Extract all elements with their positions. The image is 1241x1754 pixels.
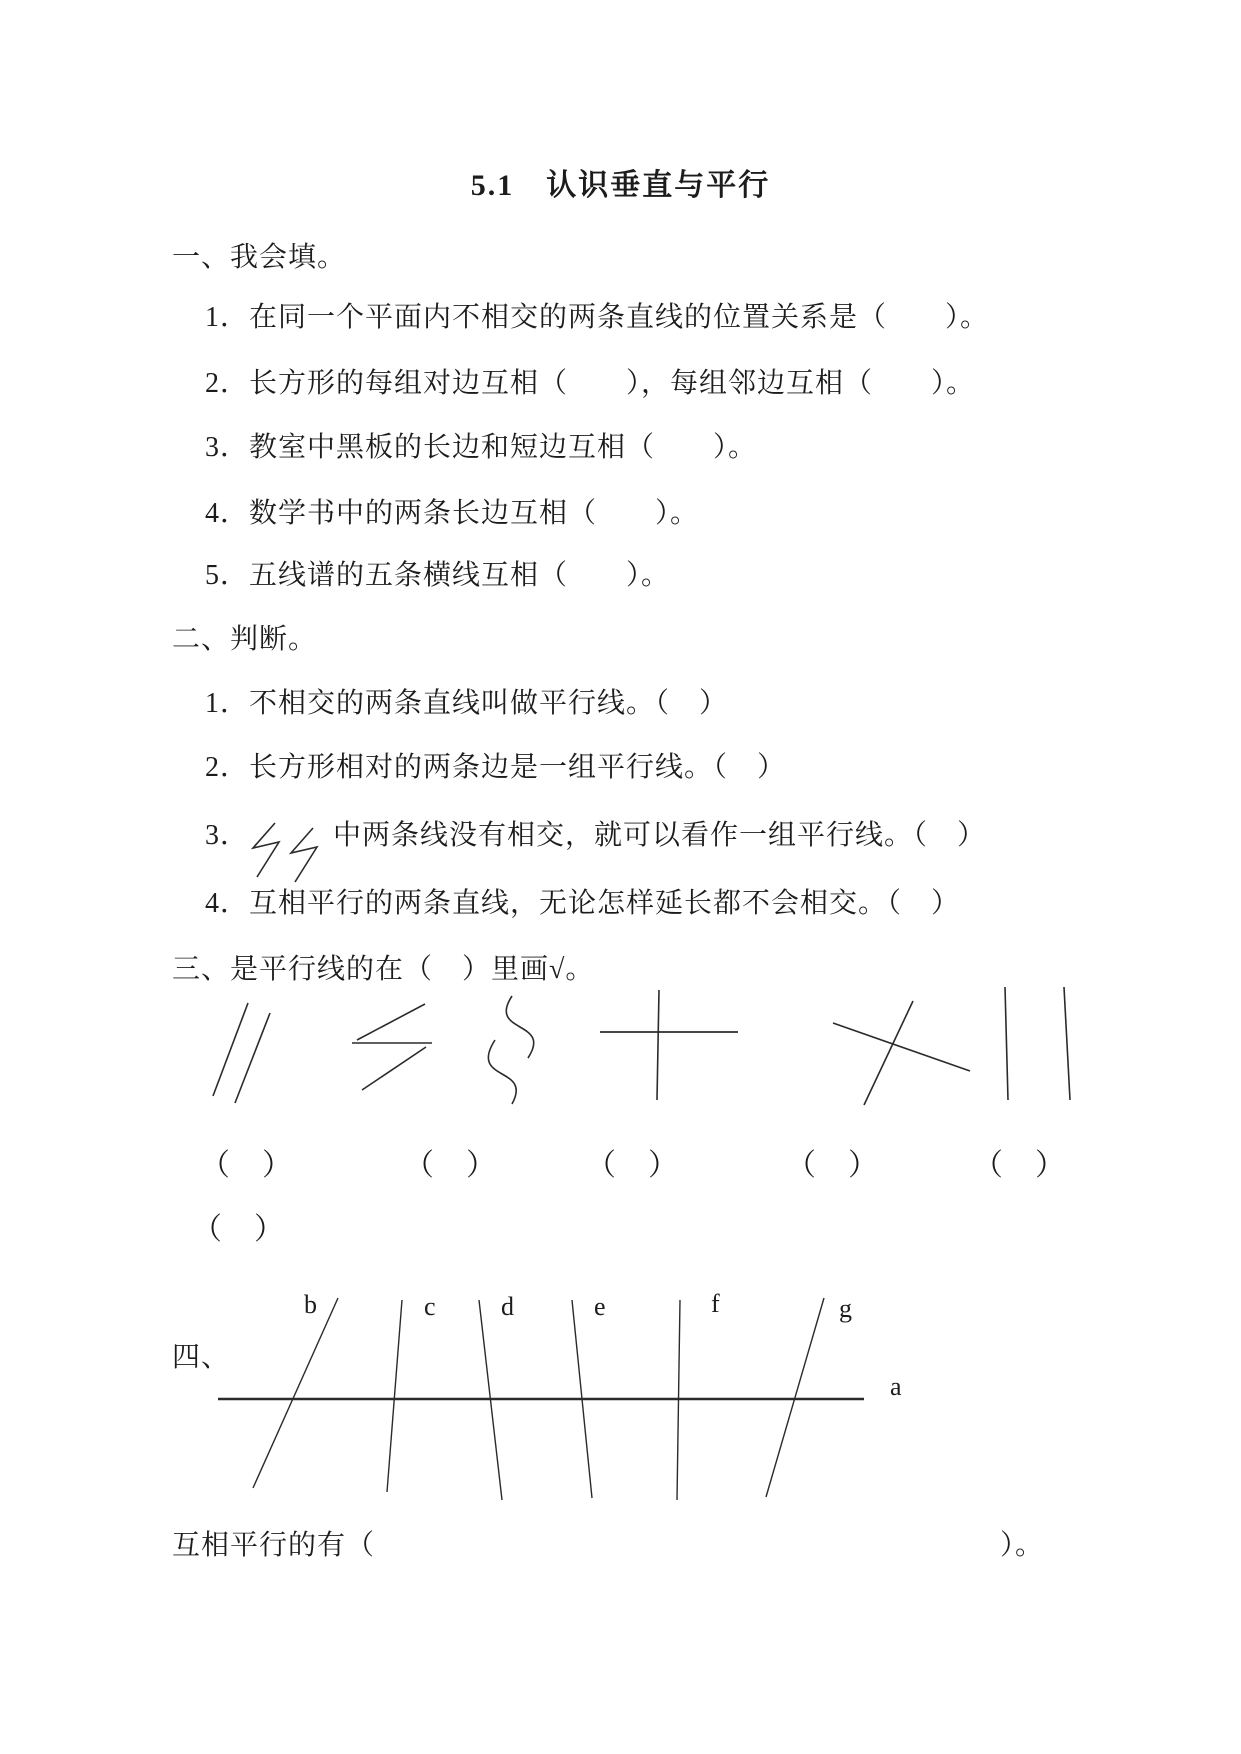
line-label-c: c xyxy=(424,1292,436,1321)
figure-parallel-slanted-lines xyxy=(195,995,285,1110)
section-three-heading: 三、是平行线的在（ ）里画√。 xyxy=(172,954,595,985)
judge-question-3 xyxy=(205,818,986,858)
parallel-answer-suffix: ）。 xyxy=(1000,1530,1045,1561)
question-number: 3． xyxy=(205,820,250,851)
line-label-e: e xyxy=(594,1292,606,1321)
page-title: 5.1 认识垂直与平行 xyxy=(470,169,771,202)
judge-question-2: 2．长方形相对的两条边是一组平行线。（ ） xyxy=(205,752,787,783)
answer-paren-5: （ ） xyxy=(973,1149,1066,1182)
fill-blank-question-3: 3．教室中黑板的长边和短边互相（ ）。 xyxy=(205,432,758,463)
question-text: 中两条线没有相交，就可以看作一组平行线。（ ） xyxy=(325,820,987,851)
zigzag-segment-icon xyxy=(287,826,321,884)
answer-paren-1: （ ） xyxy=(200,1149,293,1182)
fill-blank-question-5: 5．五线谱的五条横线互相（ ）。 xyxy=(205,560,671,591)
line-g xyxy=(766,1298,824,1497)
section-four-heading: 四、 xyxy=(172,1342,231,1373)
answer-paren-2: （ ） xyxy=(404,1149,497,1182)
section-one-heading: 一、我会填。 xyxy=(172,242,347,273)
figure-perpendicular-cross xyxy=(595,985,745,1105)
line-label-g: g xyxy=(839,1294,852,1323)
answer-paren-6: （ ） xyxy=(192,1213,285,1246)
answer-paren-4: （ ） xyxy=(786,1149,879,1182)
answer-paren-3: （ ） xyxy=(586,1149,679,1182)
fill-blank-question-1: 1．在同一个平面内不相交的两条直线的位置关系是（ ）。 xyxy=(205,302,990,333)
figure-curved-lines xyxy=(465,992,565,1107)
zigzag-segment-icon xyxy=(249,821,283,879)
judge-question-4: 4．互相平行的两条直线，无论怎样延长都不会相交。（ ） xyxy=(205,888,961,919)
line-b xyxy=(253,1298,338,1488)
parallel-answer-prefix: 互相平行的有（ xyxy=(172,1530,376,1561)
line-c xyxy=(387,1300,402,1492)
line-label-a: a xyxy=(890,1372,902,1401)
fill-blank-question-4: 4．数学书中的两条长边互相（ ）。 xyxy=(205,498,700,529)
section-two-heading: 二、判断。 xyxy=(172,624,318,655)
line-label-d: d xyxy=(501,1292,514,1321)
fill-blank-question-2: 2．长方形的每组对边互相（ ），每组邻边互相（ ）。 xyxy=(205,368,976,399)
line-label-f: f xyxy=(711,1289,720,1318)
judge-question-1: 1．不相交的两条直线叫做平行线。（ ） xyxy=(205,688,729,719)
figure-parallel-vertical-lines xyxy=(998,985,1078,1103)
figure-intersecting-lines xyxy=(828,995,978,1110)
line-label-b: b xyxy=(304,1290,317,1319)
figure-zigzag-lines xyxy=(348,1000,440,1095)
